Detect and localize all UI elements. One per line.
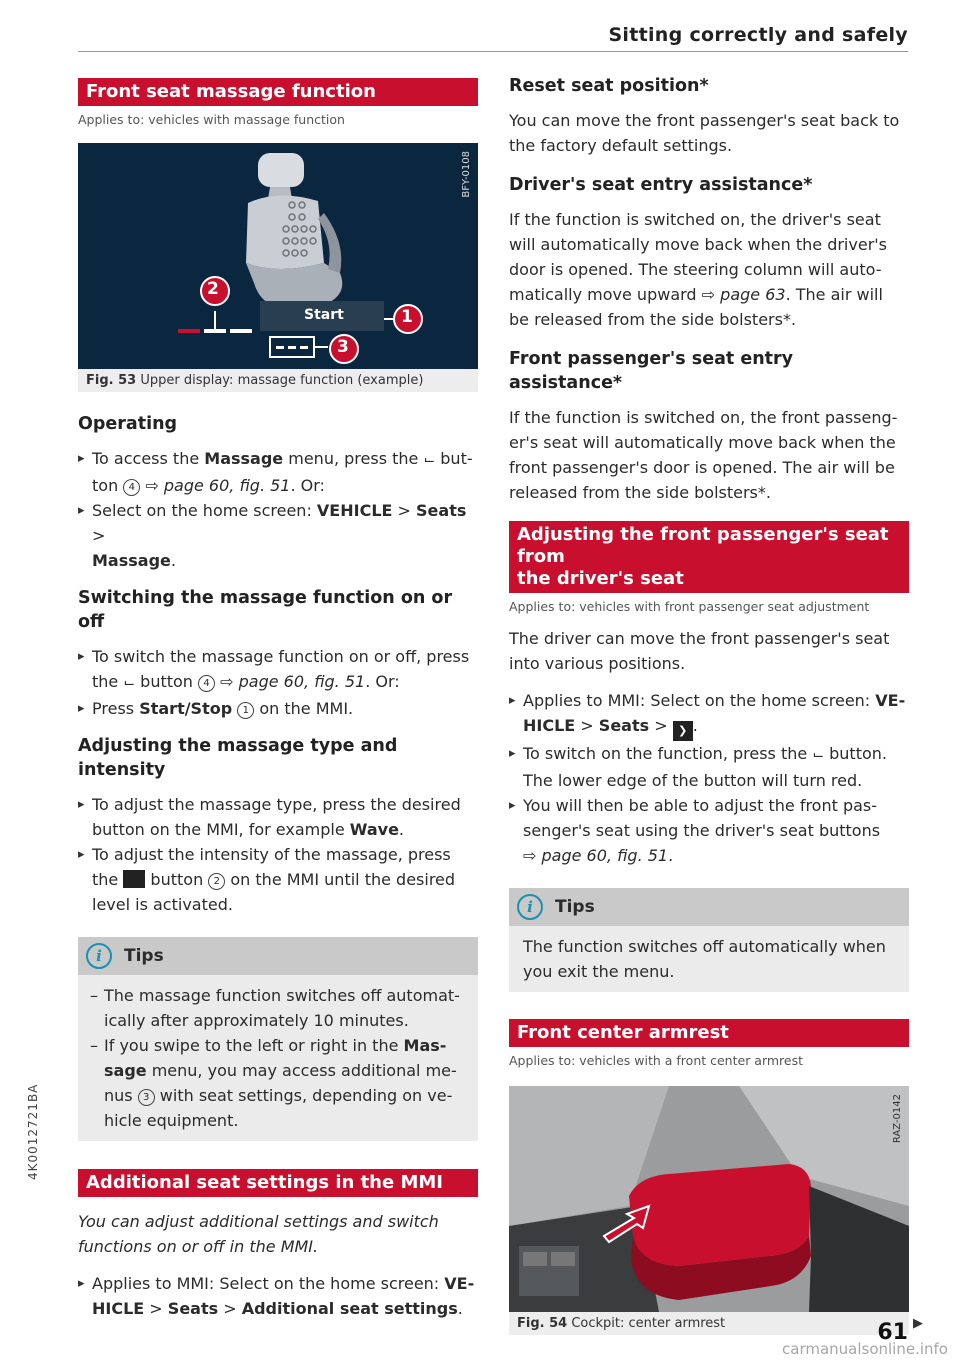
- right-column: [509, 74, 923, 1335]
- driver-entry-text: [509, 207, 909, 332]
- xref-arrow: ⇨: [523, 846, 542, 865]
- adjust-step-1: [78, 792, 478, 842]
- text: >: [392, 501, 417, 520]
- menu-name: Mas-: [403, 1036, 447, 1055]
- massage-seat-graphic: [78, 143, 478, 369]
- adjust-step-2: [78, 842, 478, 917]
- text: level is activated.: [92, 895, 233, 914]
- text: To switch the massage function on or off, press: [92, 647, 470, 666]
- tips-box-right: [509, 888, 909, 992]
- reset-text: [509, 108, 909, 158]
- callout-1: 1: [401, 307, 413, 327]
- massage-display-illustration: [78, 143, 478, 369]
- text: Applies to MMI: Select on the home screen:: [523, 691, 876, 710]
- text: .: [398, 820, 405, 839]
- figure-53: [78, 143, 478, 392]
- text: >: [218, 1299, 242, 1318]
- menu-name: Massage: [92, 551, 171, 570]
- callout-3: 3: [337, 337, 349, 357]
- tip-item-2: [84, 1033, 470, 1133]
- fp-step-2: [509, 741, 909, 793]
- text: the: [92, 672, 124, 691]
- switch-step-2: [78, 696, 478, 721]
- caption-label: Fig. 54: [517, 1316, 568, 1331]
- figure-53-caption: [78, 369, 478, 392]
- section-title-armrest: Front center armrest: [509, 1019, 909, 1047]
- caption-label: Fig. 53: [86, 373, 137, 388]
- additional-step-1: [78, 1271, 478, 1321]
- text: senger's seat using the driver's seat buttons: [523, 821, 881, 840]
- callout-2: 2: [207, 279, 219, 299]
- text: To access the: [92, 449, 205, 468]
- text: >: [92, 526, 106, 545]
- text: To adjust the intensity of the massage, press: [92, 845, 451, 864]
- intensity-button-icon: [123, 870, 145, 888]
- text: To adjust the massage type, press the desired: [92, 795, 461, 814]
- next-arrow-button-icon: ❯: [673, 721, 693, 741]
- menu-name: HICLE: [92, 1299, 145, 1318]
- text: The driver can move the front passenger's seat: [509, 629, 890, 648]
- massage-seat-icon: ⌙: [423, 452, 436, 468]
- text: button.: [824, 744, 887, 763]
- callout-ref: 3: [138, 1089, 155, 1106]
- text: . Or:: [365, 672, 400, 691]
- callout-ref: 2: [208, 873, 225, 890]
- passenger-entry-text: [509, 405, 909, 505]
- text: with seat settings, depending on ve-: [154, 1086, 453, 1105]
- page-reference-link[interactable]: page 60, fig. 51: [541, 846, 669, 865]
- text: front passenger's door is opened. The air will be: [509, 458, 895, 477]
- tips-label: Tips: [124, 946, 164, 966]
- tips-header: [509, 888, 909, 926]
- text: into various positions.: [509, 654, 686, 673]
- info-icon: i: [86, 943, 112, 969]
- xref-arrow: ⇨: [215, 672, 239, 691]
- heading-passenger-entry: Front passenger's seat entry assistance*: [509, 349, 794, 393]
- text: .: [170, 551, 176, 570]
- section-title-additional: Additional seat settings in the MMI: [78, 1169, 478, 1197]
- callout-ref: 4: [198, 675, 215, 692]
- text: You can move the front passenger's seat back to: [509, 111, 900, 130]
- left-column: [78, 78, 478, 1321]
- armrest-graphic: [509, 1086, 909, 1312]
- applies-massage: Applies to: vehicles with massage function: [78, 112, 345, 127]
- heading-operating: Operating: [78, 414, 178, 434]
- menu-name: VE-: [875, 691, 906, 710]
- text: menu, press the: [283, 449, 424, 468]
- tips-body: [509, 926, 909, 992]
- figure-54-caption: [509, 1312, 923, 1335]
- text: functions on or off in the MMI.: [78, 1237, 319, 1256]
- tips-header: [78, 937, 478, 975]
- tips-label: Tips: [555, 897, 595, 917]
- text: will automatically move back when the driver's: [509, 235, 887, 254]
- text: er's seat will automatically move back when the: [509, 433, 896, 452]
- text: .: [692, 716, 698, 735]
- text: hicle equipment.: [104, 1111, 239, 1130]
- text: >: [649, 716, 673, 735]
- watermark: carmanualsonline.info: [782, 1340, 948, 1358]
- text: .: [668, 846, 674, 865]
- tip-item-1: [84, 983, 470, 1033]
- menu-name: sage: [104, 1061, 147, 1080]
- header-rule: [78, 51, 908, 52]
- text: ton: [92, 476, 124, 495]
- section-title-massage: Front seat massage function: [78, 78, 478, 106]
- front-passenger-intro: [509, 626, 909, 676]
- button-name: Start/Stop: [139, 699, 233, 718]
- heading-driver-entry: Driver's seat entry assistance*: [509, 175, 813, 195]
- text: Applies to MMI: Select on the home screen:: [92, 1274, 445, 1293]
- xref-arrow: ⇨: [701, 285, 721, 304]
- page-number: 61: [877, 1320, 908, 1345]
- text: door is opened. The steering column will auto-: [509, 260, 882, 279]
- figure-code: BFY-0108: [461, 151, 472, 198]
- text: on the MMI until the desired: [225, 870, 456, 889]
- start-label: Start: [304, 307, 344, 323]
- text: button on the MMI, for example: [92, 820, 350, 839]
- figure-code: RAZ-0142: [892, 1094, 903, 1144]
- text: the factory default settings.: [509, 136, 733, 155]
- text: . The air will: [785, 285, 883, 304]
- text: be released from the side bolsters*.: [509, 310, 797, 329]
- text: Select on the home screen:: [92, 501, 317, 520]
- continue-triangle-icon: ▶: [913, 1316, 923, 1331]
- text: but-: [435, 449, 473, 468]
- caption-text: Upper display: massage function (example): [140, 373, 424, 388]
- text: on the MMI.: [254, 699, 354, 718]
- menu-name: Massage: [204, 449, 284, 468]
- switch-step-1: [78, 644, 478, 696]
- heading-switching: Switching the massage function on or off: [78, 588, 453, 632]
- text: nus: [104, 1086, 138, 1105]
- callout-ref: 1: [237, 702, 254, 719]
- menu-name: Additional seat settings: [241, 1299, 458, 1318]
- text: The lower edge of the button will turn red.: [523, 771, 863, 790]
- armrest-illustration: [509, 1086, 909, 1312]
- text: ically after approximately 10 minutes.: [104, 1011, 409, 1030]
- info-icon: i: [517, 894, 543, 920]
- text: released from the side bolsters*.: [509, 483, 771, 502]
- text: You will then be able to adjust the front pas-: [523, 796, 878, 815]
- text: You can adjust additional settings and switch: [78, 1212, 439, 1231]
- text: button: [135, 672, 199, 691]
- text: If the function is switched on, the driver's seat: [509, 210, 881, 229]
- passenger-seat-icon: ⌙: [812, 747, 825, 763]
- menu-name: HICLE: [523, 716, 576, 735]
- operating-step-1: [78, 446, 478, 498]
- heading-adjusting: Adjusting the massage type and intensity: [78, 736, 398, 780]
- text: >: [144, 1299, 168, 1318]
- text: The massage function switches off automat-: [104, 986, 460, 1005]
- text: Press: [92, 699, 140, 718]
- caption-text: Cockpit: center armrest: [571, 1316, 726, 1331]
- text: menu, you may access additional me-: [146, 1061, 457, 1080]
- menu-name: Seats: [598, 716, 650, 735]
- menu-name: Seats: [416, 501, 467, 520]
- running-header: Sitting correctly and safely: [608, 24, 908, 46]
- text: matically move upward: [509, 285, 702, 304]
- fp-step-1: [509, 688, 909, 741]
- tips-body: [78, 975, 478, 1141]
- additional-intro: [78, 1209, 478, 1259]
- menu-name: Seats: [167, 1299, 219, 1318]
- callout-ref: 4: [123, 479, 140, 496]
- text: If you swipe to the left or right in the: [104, 1036, 404, 1055]
- text: you exit the menu.: [523, 962, 675, 981]
- tip-text: [523, 934, 901, 984]
- section-title-front-passenger: [509, 521, 909, 593]
- button-name: Wave: [349, 820, 399, 839]
- page-reference-link[interactable]: page 60, fig. 51: [163, 476, 291, 495]
- text: . Or:: [290, 476, 325, 495]
- text: The function switches off automatically when: [523, 937, 886, 956]
- applies-front-passenger: Applies to: vehicles with front passenger seat adjustment: [509, 599, 870, 614]
- text: Adjusting the front passenger's seat from: [517, 524, 889, 567]
- xref-arrow: ⇨: [140, 476, 164, 495]
- page-reference-link[interactable]: page 63: [720, 285, 786, 304]
- text: To switch on the function, press the: [523, 744, 813, 763]
- text: .: [457, 1299, 463, 1318]
- page-reference-link[interactable]: page 60, fig. 51: [238, 672, 366, 691]
- fp-step-3: [509, 793, 909, 868]
- text: button: [145, 870, 209, 889]
- text: >: [575, 716, 599, 735]
- text: the driver's seat: [517, 568, 684, 589]
- document-code: 4K0012721BA: [26, 1083, 40, 1180]
- massage-seat-icon: ⌙: [123, 675, 136, 691]
- applies-armrest: Applies to: vehicles with a front center armrest: [509, 1053, 804, 1068]
- menu-name: VEHICLE: [316, 501, 393, 520]
- operating-step-2: [78, 498, 478, 573]
- figure-54: [509, 1086, 923, 1335]
- menu-name: VE-: [444, 1274, 475, 1293]
- text: If the function is switched on, the front passeng-: [509, 408, 898, 427]
- text: the: [92, 870, 124, 889]
- heading-reset: Reset seat position*: [509, 76, 709, 96]
- tips-box-left: [78, 937, 478, 1141]
